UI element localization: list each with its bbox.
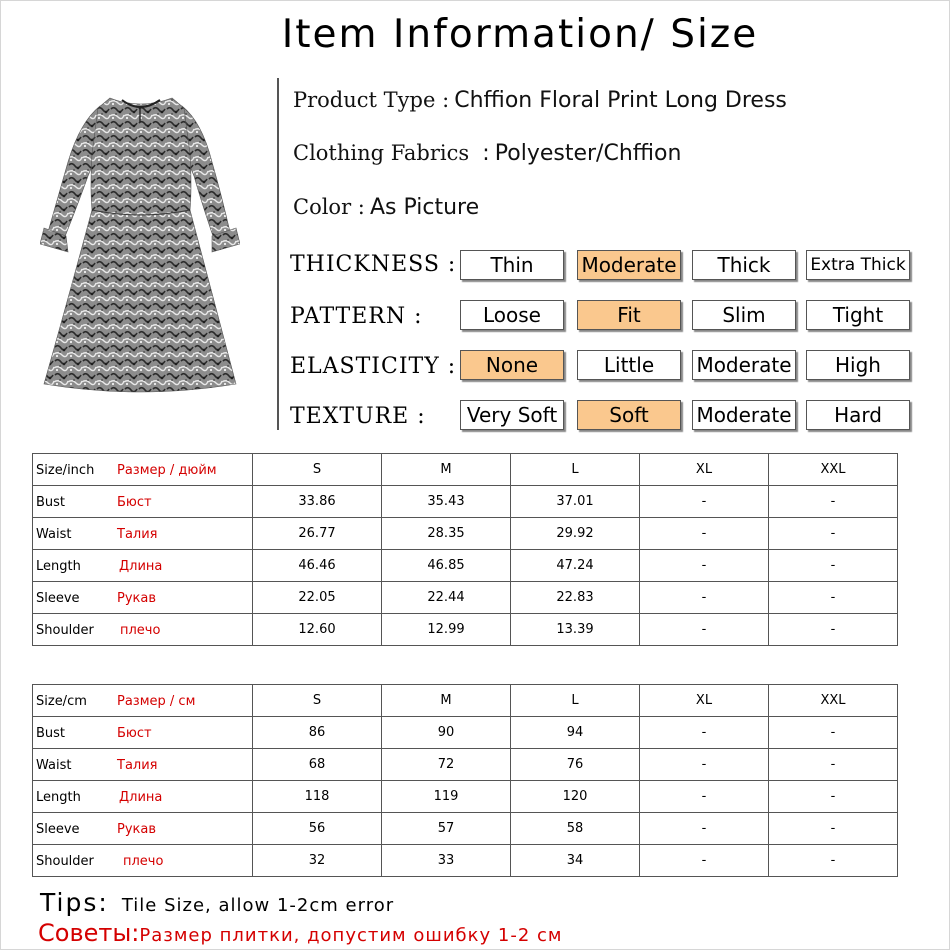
row-ru: плечо bbox=[123, 854, 164, 869]
table-cell: - bbox=[769, 486, 898, 518]
table-cell: 12.60 bbox=[253, 614, 382, 646]
row-label-cell bbox=[33, 582, 253, 614]
product-type-label: Product Type : bbox=[293, 88, 450, 112]
table-cell: 34 bbox=[511, 845, 640, 877]
table-cell: - bbox=[769, 845, 898, 877]
elasticity-option-little: Little bbox=[577, 350, 681, 380]
row-en: Shoulder bbox=[36, 854, 94, 869]
table-cell: 76 bbox=[511, 749, 640, 781]
elasticity-label: ELASTICITY : bbox=[290, 354, 457, 379]
texture-label: TEXTURE : bbox=[290, 404, 426, 429]
table-cell: - bbox=[769, 550, 898, 582]
table-cell: 120 bbox=[511, 781, 640, 813]
table-cell: 46.85 bbox=[382, 550, 511, 582]
row-ru: Длина bbox=[119, 790, 163, 805]
table-cell: 94 bbox=[511, 717, 640, 749]
table-row bbox=[33, 486, 898, 518]
table-row bbox=[33, 614, 898, 646]
pattern-option-slim: Slim bbox=[692, 300, 796, 330]
table-cell: - bbox=[640, 813, 769, 845]
row-ru: плечо bbox=[120, 623, 161, 638]
table-cell: - bbox=[640, 614, 769, 646]
table-cell: 46.46 bbox=[253, 550, 382, 582]
thickness-option-thin: Thin bbox=[460, 250, 564, 280]
product-type-value: Chffion Floral Print Long Dress bbox=[454, 88, 787, 113]
fabric-label: Clothing Fabrics bbox=[293, 141, 470, 165]
table-header-row bbox=[33, 685, 898, 717]
table-cell: 119 bbox=[382, 781, 511, 813]
header-size: L bbox=[511, 685, 640, 717]
table-cell: - bbox=[769, 813, 898, 845]
table-cell: 22.83 bbox=[511, 582, 640, 614]
header-label-cell bbox=[33, 454, 253, 486]
dress-image bbox=[40, 92, 240, 397]
header-size: S bbox=[253, 454, 382, 486]
table-cell: - bbox=[769, 582, 898, 614]
row-ru: Бюст bbox=[117, 726, 152, 741]
table-cell: 68 bbox=[253, 749, 382, 781]
row-ru: Длина bbox=[119, 559, 163, 574]
row-label-cell bbox=[33, 813, 253, 845]
row-en: Length bbox=[36, 790, 81, 805]
table-cell: - bbox=[640, 845, 769, 877]
row-ru: Рукав bbox=[117, 591, 157, 606]
table-cell: 47.24 bbox=[511, 550, 640, 582]
table-row bbox=[33, 717, 898, 749]
texture-option-soft: Soft bbox=[577, 400, 681, 430]
table-cell: 58 bbox=[511, 813, 640, 845]
sovety-label: Советы: bbox=[38, 919, 140, 947]
row-label-cell bbox=[33, 749, 253, 781]
divider-line bbox=[277, 78, 279, 430]
table-cell: - bbox=[769, 518, 898, 550]
table-cell: 32 bbox=[253, 845, 382, 877]
tips-label: Tips: bbox=[40, 888, 109, 917]
row-en: Shoulder bbox=[36, 623, 94, 638]
color-label: Color : bbox=[293, 195, 365, 219]
table-cell: 118 bbox=[253, 781, 382, 813]
pattern-option-tight: Tight bbox=[806, 300, 910, 330]
table-cell: 90 bbox=[382, 717, 511, 749]
table-cell: - bbox=[640, 486, 769, 518]
table-cell: 33 bbox=[382, 845, 511, 877]
table-cell: 22.44 bbox=[382, 582, 511, 614]
fabric-row bbox=[293, 141, 681, 166]
table-cell: 72 bbox=[382, 749, 511, 781]
header-size: XL bbox=[640, 685, 769, 717]
table-cell: 56 bbox=[253, 813, 382, 845]
elasticity-option-moderate: Moderate bbox=[692, 350, 796, 380]
color-row bbox=[293, 195, 479, 220]
page-title bbox=[0, 12, 950, 57]
color-value: As Picture bbox=[369, 195, 480, 220]
thickness-label: THICKNESS : bbox=[290, 252, 457, 277]
tips-note bbox=[40, 888, 394, 917]
row-en: Waist bbox=[36, 527, 72, 542]
pattern-label: PATTERN : bbox=[290, 304, 423, 329]
elasticity-option-high: High bbox=[806, 350, 910, 380]
elasticity-option-none: None bbox=[460, 350, 564, 380]
product-type-row bbox=[293, 88, 787, 113]
table-row bbox=[33, 518, 898, 550]
table-cell: 26.77 bbox=[253, 518, 382, 550]
header-size: M bbox=[382, 454, 511, 486]
table-row bbox=[33, 749, 898, 781]
size-chart-inch bbox=[32, 453, 898, 646]
table-cell: - bbox=[640, 749, 769, 781]
row-ru: Талия bbox=[117, 527, 158, 542]
pattern-option-fit: Fit bbox=[577, 300, 681, 330]
row-label-cell bbox=[33, 717, 253, 749]
header-ru: Размер / см bbox=[117, 694, 196, 709]
fabric-value: Polyester/Chffion bbox=[494, 141, 682, 166]
table-cell: 22.05 bbox=[253, 582, 382, 614]
row-label-cell bbox=[33, 845, 253, 877]
page-title-text: Item Information/ Size bbox=[281, 12, 759, 57]
size-chart-cm bbox=[32, 684, 898, 877]
row-label-cell bbox=[33, 614, 253, 646]
tips-note-russian bbox=[38, 919, 563, 947]
row-en: Bust bbox=[36, 726, 66, 741]
row-en: Sleeve bbox=[36, 591, 80, 606]
table-cell: - bbox=[769, 781, 898, 813]
table-cell: - bbox=[640, 781, 769, 813]
header-ru: Размер / дюйм bbox=[117, 463, 217, 478]
header-size: L bbox=[511, 454, 640, 486]
table-cell: 33.86 bbox=[253, 486, 382, 518]
texture-option-hard: Hard bbox=[806, 400, 910, 430]
row-ru: Талия bbox=[117, 758, 158, 773]
row-label-cell bbox=[33, 781, 253, 813]
table-cell: 12.99 bbox=[382, 614, 511, 646]
row-en: Sleeve bbox=[36, 822, 80, 837]
table-row bbox=[33, 550, 898, 582]
row-label-cell bbox=[33, 486, 253, 518]
pattern-option-loose: Loose bbox=[460, 300, 564, 330]
table-cell: - bbox=[769, 614, 898, 646]
table-cell: 86 bbox=[253, 717, 382, 749]
texture-option-moderate: Moderate bbox=[692, 400, 796, 430]
row-en: Waist bbox=[36, 758, 72, 773]
table-cell: - bbox=[640, 550, 769, 582]
table-row bbox=[33, 845, 898, 877]
thickness-option-extra-thick: Extra Thick bbox=[806, 250, 910, 280]
header-size: XXL bbox=[769, 454, 898, 486]
header-size: S bbox=[253, 685, 382, 717]
header-label-cell bbox=[33, 685, 253, 717]
table-header-row bbox=[33, 454, 898, 486]
table-cell: - bbox=[640, 518, 769, 550]
table-cell: - bbox=[640, 717, 769, 749]
table-cell: 37.01 bbox=[511, 486, 640, 518]
row-en: Length bbox=[36, 559, 81, 574]
table-cell: - bbox=[640, 582, 769, 614]
table-cell: - bbox=[769, 749, 898, 781]
table-cell: 57 bbox=[382, 813, 511, 845]
texture-option-very-soft: Very Soft bbox=[460, 400, 564, 430]
header-en: Size/cm bbox=[36, 694, 87, 709]
table-row bbox=[33, 813, 898, 845]
row-en: Bust bbox=[36, 495, 66, 510]
header-en: Size/inch bbox=[36, 463, 95, 478]
fabric-separator: : bbox=[482, 141, 490, 166]
tips-text: Tile Size, allow 1-2cm error bbox=[121, 895, 395, 916]
table-row bbox=[33, 582, 898, 614]
table-cell: 35.43 bbox=[382, 486, 511, 518]
row-label-cell bbox=[33, 550, 253, 582]
header-size: XXL bbox=[769, 685, 898, 717]
thickness-option-thick: Thick bbox=[692, 250, 796, 280]
header-size: M bbox=[382, 685, 511, 717]
table-cell: 13.39 bbox=[511, 614, 640, 646]
row-ru: Рукав bbox=[117, 822, 157, 837]
table-cell: - bbox=[769, 717, 898, 749]
table-cell: 28.35 bbox=[382, 518, 511, 550]
table-cell: 29.92 bbox=[511, 518, 640, 550]
row-ru: Бюст bbox=[117, 495, 152, 510]
thickness-option-moderate: Moderate bbox=[577, 250, 681, 280]
sovety-text: Размер плитки, допустим ошибку 1-2 см bbox=[139, 925, 563, 946]
header-size: XL bbox=[640, 454, 769, 486]
table-row bbox=[33, 781, 898, 813]
row-label-cell bbox=[33, 518, 253, 550]
